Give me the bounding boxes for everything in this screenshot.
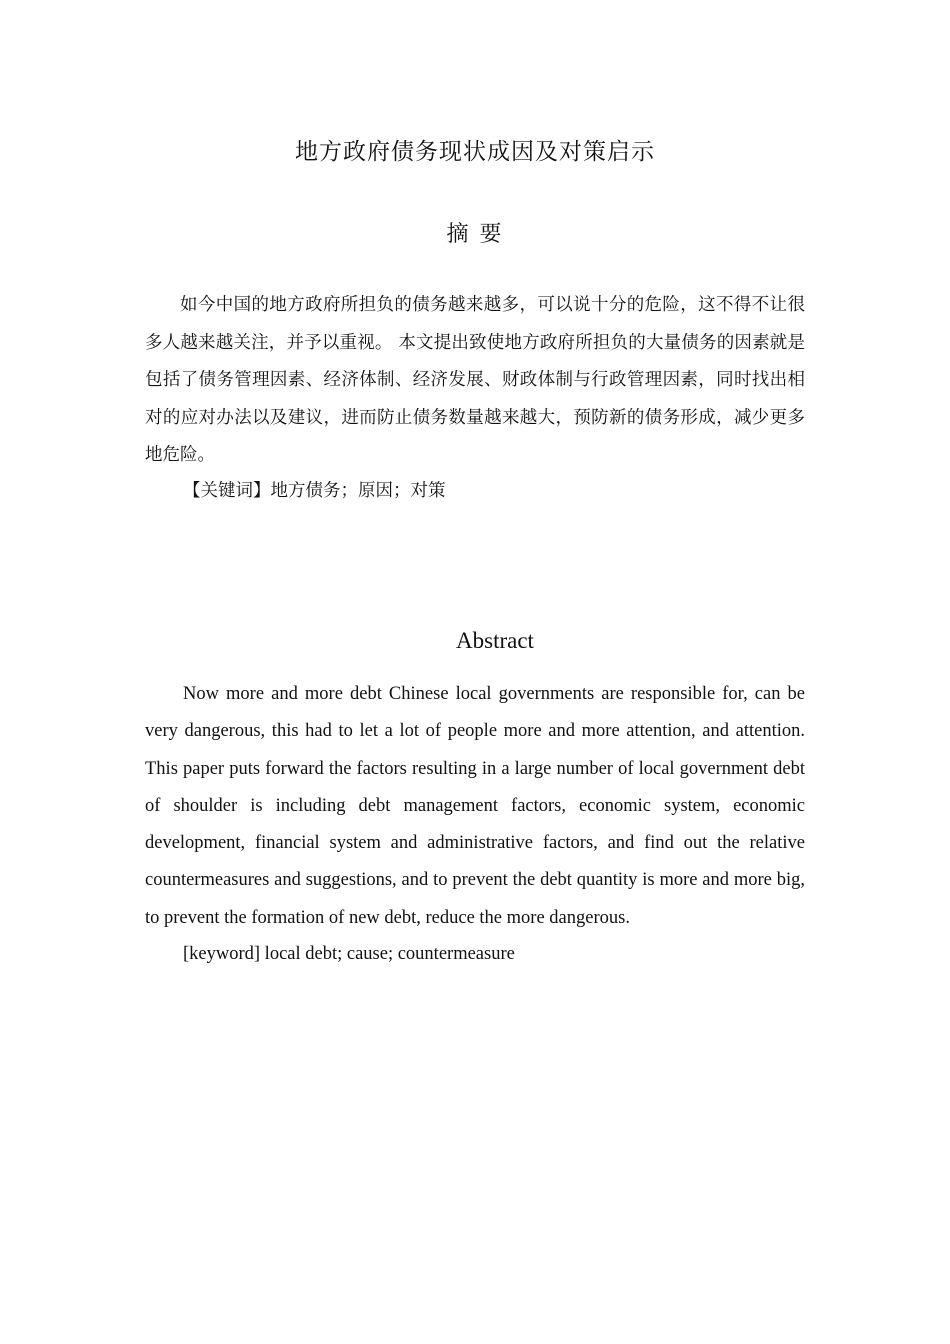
abstract-heading-chinese: 摘 要 xyxy=(446,222,504,247)
document-title: 地方政府债务现状成因及对策启示 xyxy=(295,139,655,165)
abstract-chinese xyxy=(145,287,805,475)
abstract-english xyxy=(145,676,805,937)
keywords-chinese: 【关键词】地方债务；原因；对策 xyxy=(183,481,446,501)
abstract-english-text: Now more and more debt Chinese local governments are responsible for, can be very dangerous, this had to let a lot of people more and more attention, and attention. This paper puts forward the factors resulting in a large number of local government debt of shoulder is including debt management factors, economic system, economic development, financial system and administrative factors, and find out the relative countermeasures and suggestions, and to prevent the debt quantity is more and more big, to prevent the formation of new debt, reduce the more dangerous. xyxy=(145,684,805,928)
keywords-english: [keyword] local debt; cause; countermeasure xyxy=(183,944,515,964)
abstract-heading-english: Abstract xyxy=(456,628,534,653)
abstract-chinese-text: 如今中国的地方政府所担负的债务越来越多，可以说十分的危险，这不得不让很多人越来越关注，并予以重视。 本文提出致使地方政府所担负的大量债务的因素就是包括了债务管理因素、经济体制、经济发展、财政体制与行政管理因素，同时找出相对的应对办法以及建议，进而防止债务数量越来越大，预防新的债务形成，减少更多地危险。 xyxy=(145,295,805,465)
